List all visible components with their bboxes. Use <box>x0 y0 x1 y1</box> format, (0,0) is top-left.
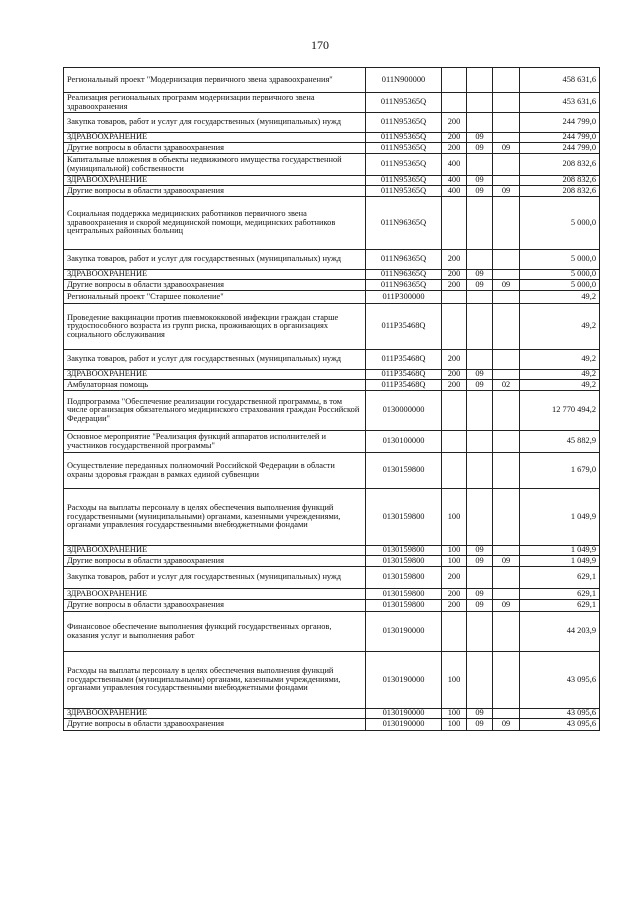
table-row <box>64 197 600 250</box>
row-amount: 5 000,0 <box>520 270 600 280</box>
table-row <box>64 546 600 556</box>
table-row <box>64 719 600 731</box>
row-code: 0130159800 <box>366 546 442 556</box>
row-subsection <box>493 250 520 270</box>
row-expense-type: 400 <box>442 154 467 176</box>
table-row <box>64 431 600 453</box>
row-subsection <box>493 270 520 280</box>
row-expense-type <box>442 612 467 652</box>
row-amount: 244 799,0 <box>520 113 600 133</box>
row-section <box>467 93 493 113</box>
table-row <box>64 350 600 370</box>
row-amount: 208 832,6 <box>520 154 600 176</box>
row-name: Закупка товаров, работ и услуг для государственных (муниципальных) нужд <box>64 567 366 589</box>
row-section: 09 <box>467 270 493 280</box>
budget-table-body <box>64 68 600 731</box>
row-name: Расходы на выплаты персоналу в целях обеспечения выполнения функций государственными (муниципальными) органами, казенными учреждениями, органами управления государственными внебюджетными фондами <box>64 489 366 546</box>
row-name: Закупка товаров, работ и услуг для государственных (муниципальных) нужд <box>64 250 366 270</box>
row-amount: 49,2 <box>520 370 600 380</box>
row-amount: 629,1 <box>520 589 600 600</box>
table-row <box>64 176 600 186</box>
table-row <box>64 154 600 176</box>
row-amount: 43 095,6 <box>520 709 600 719</box>
row-section <box>467 567 493 589</box>
row-section: 09 <box>467 370 493 380</box>
row-expense-type: 100 <box>442 719 467 731</box>
row-code: 0130190000 <box>366 719 442 731</box>
row-subsection: 09 <box>493 719 520 731</box>
row-subsection <box>493 370 520 380</box>
row-section <box>467 113 493 133</box>
row-section <box>467 391 493 431</box>
row-expense-type: 100 <box>442 709 467 719</box>
row-expense-type: 200 <box>442 380 467 391</box>
table-row <box>64 556 600 567</box>
row-expense-type: 200 <box>442 589 467 600</box>
row-name: Социальная поддержка медицинских работников первичного звена здравоохранения и скорой медицинской помощи, медицинских работников центральных районных больниц <box>64 197 366 250</box>
table-row <box>64 380 600 391</box>
row-name: ЗДРАВООХРАНЕНИЕ <box>64 709 366 719</box>
row-section <box>467 154 493 176</box>
row-subsection <box>493 652 520 709</box>
row-name: Подпрограмма "Обеспечение реализации государственной программы, в том числе организация обязательного медицинского страхования граждан Российской Федерации" <box>64 391 366 431</box>
row-name: ЗДРАВООХРАНЕНИЕ <box>64 176 366 186</box>
row-expense-type: 200 <box>442 350 467 370</box>
table-row <box>64 709 600 719</box>
row-expense-type: 200 <box>442 113 467 133</box>
row-name: ЗДРАВООХРАНЕНИЕ <box>64 370 366 380</box>
row-subsection: 02 <box>493 380 520 391</box>
row-section: 09 <box>467 556 493 567</box>
row-section <box>467 652 493 709</box>
row-expense-type: 200 <box>442 133 467 143</box>
row-name: Другие вопросы в области здравоохранения <box>64 280 366 291</box>
row-subsection <box>493 589 520 600</box>
row-code: 0130159800 <box>366 567 442 589</box>
row-subsection <box>493 431 520 453</box>
row-section <box>467 431 493 453</box>
row-amount: 629,1 <box>520 567 600 589</box>
row-name: Региональный проект "Модернизация первичного звена здравоохранения" <box>64 68 366 93</box>
row-code: 011N95365Q <box>366 113 442 133</box>
row-section: 09 <box>467 589 493 600</box>
table-row <box>64 133 600 143</box>
row-name: ЗДРАВООХРАНЕНИЕ <box>64 270 366 280</box>
row-amount: 49,2 <box>520 304 600 350</box>
table-row <box>64 453 600 489</box>
row-code: 011N95365Q <box>366 176 442 186</box>
row-expense-type: 400 <box>442 176 467 186</box>
table-row <box>64 567 600 589</box>
row-section <box>467 304 493 350</box>
table-row <box>64 589 600 600</box>
row-expense-type: 200 <box>442 567 467 589</box>
row-expense-type: 200 <box>442 143 467 154</box>
row-code: 011N95365Q <box>366 133 442 143</box>
table-row <box>64 391 600 431</box>
row-code: 011P300000 <box>366 291 442 304</box>
row-name: Другие вопросы в области здравоохранения <box>64 186 366 197</box>
row-amount: 208 832,6 <box>520 186 600 197</box>
row-code: 0130159800 <box>366 453 442 489</box>
row-section <box>467 197 493 250</box>
row-subsection <box>493 176 520 186</box>
row-code: 011P35468Q <box>366 350 442 370</box>
row-section: 09 <box>467 709 493 719</box>
row-amount: 1 049,9 <box>520 556 600 567</box>
row-code: 011N95365Q <box>366 93 442 113</box>
row-amount: 244 799,0 <box>520 133 600 143</box>
row-expense-type <box>442 453 467 489</box>
row-expense-type: 200 <box>442 280 467 291</box>
row-section: 09 <box>467 143 493 154</box>
row-code: 0130190000 <box>366 612 442 652</box>
row-amount: 5 000,0 <box>520 197 600 250</box>
row-amount: 1 049,9 <box>520 546 600 556</box>
row-name: Закупка товаров, работ и услуг для государственных (муниципальных) нужд <box>64 113 366 133</box>
row-code: 011P35468Q <box>366 370 442 380</box>
row-section <box>467 612 493 652</box>
row-code: 011N900000 <box>366 68 442 93</box>
row-expense-type <box>442 68 467 93</box>
row-code: 0130100000 <box>366 431 442 453</box>
row-name: ЗДРАВООХРАНЕНИЕ <box>64 589 366 600</box>
row-amount: 43 095,6 <box>520 652 600 709</box>
row-amount: 244 799,0 <box>520 143 600 154</box>
row-code: 0130190000 <box>366 709 442 719</box>
table-row <box>64 270 600 280</box>
row-subsection <box>493 93 520 113</box>
row-expense-type: 100 <box>442 489 467 546</box>
row-section <box>467 291 493 304</box>
row-amount: 208 832,6 <box>520 176 600 186</box>
row-amount: 43 095,6 <box>520 719 600 731</box>
table-row <box>64 600 600 612</box>
row-code: 011N96365Q <box>366 197 442 250</box>
row-section <box>467 453 493 489</box>
row-name: ЗДРАВООХРАНЕНИЕ <box>64 133 366 143</box>
table-row <box>64 612 600 652</box>
row-subsection <box>493 68 520 93</box>
row-code: 0130159800 <box>366 556 442 567</box>
row-code: 011P35468Q <box>366 380 442 391</box>
budget-table <box>63 67 600 731</box>
row-code: 0130159800 <box>366 600 442 612</box>
row-subsection: 09 <box>493 186 520 197</box>
row-subsection <box>493 154 520 176</box>
row-name: Капитальные вложения в объекты недвижимого имущества государственной (муниципальной) собственности <box>64 154 366 176</box>
row-subsection <box>493 197 520 250</box>
row-code: 011N95365Q <box>366 186 442 197</box>
table-row <box>64 93 600 113</box>
row-expense-type: 100 <box>442 556 467 567</box>
row-section: 09 <box>467 380 493 391</box>
row-expense-type: 400 <box>442 186 467 197</box>
row-subsection: 09 <box>493 556 520 567</box>
row-amount: 44 203,9 <box>520 612 600 652</box>
row-code: 0130159800 <box>366 589 442 600</box>
row-section: 09 <box>467 546 493 556</box>
row-amount: 458 631,6 <box>520 68 600 93</box>
row-expense-type: 100 <box>442 546 467 556</box>
row-amount: 45 882,9 <box>520 431 600 453</box>
table-row <box>64 143 600 154</box>
row-subsection <box>493 489 520 546</box>
table-row <box>64 280 600 291</box>
row-subsection <box>493 291 520 304</box>
row-expense-type: 200 <box>442 250 467 270</box>
table-row <box>64 489 600 546</box>
row-subsection <box>493 391 520 431</box>
row-name: Другие вопросы в области здравоохранения <box>64 600 366 612</box>
row-amount: 5 000,0 <box>520 250 600 270</box>
row-code: 011N96365Q <box>366 270 442 280</box>
row-amount: 49,2 <box>520 380 600 391</box>
row-section <box>467 68 493 93</box>
row-code: 0130000000 <box>366 391 442 431</box>
row-code: 011N96365Q <box>366 250 442 270</box>
row-code: 011N95365Q <box>366 143 442 154</box>
row-expense-type <box>442 391 467 431</box>
row-amount: 1 049,9 <box>520 489 600 546</box>
table-row <box>64 250 600 270</box>
row-name: Амбулаторная помощь <box>64 380 366 391</box>
row-amount: 1 679,0 <box>520 453 600 489</box>
table-row <box>64 652 600 709</box>
row-section <box>467 350 493 370</box>
row-subsection <box>493 350 520 370</box>
row-subsection <box>493 612 520 652</box>
row-expense-type <box>442 93 467 113</box>
row-code: 0130159800 <box>366 489 442 546</box>
row-code: 011N96365Q <box>366 280 442 291</box>
row-name: Проведение вакцинации против пневмококковой инфекции граждан старше трудоспособного возраста из групп риска, проживающих в организациях социального обслуживания <box>64 304 366 350</box>
row-name: Региональный проект "Старшее поколение" <box>64 291 366 304</box>
row-section: 09 <box>467 176 493 186</box>
table-row <box>64 370 600 380</box>
table-row <box>64 291 600 304</box>
row-section <box>467 489 493 546</box>
row-subsection <box>493 567 520 589</box>
row-subsection: 09 <box>493 280 520 291</box>
row-section: 09 <box>467 719 493 731</box>
row-name: Осуществление переданных полномочий Российской Федерации в области охраны здоровья граждан в рамках единой субвенции <box>64 453 366 489</box>
row-subsection: 09 <box>493 143 520 154</box>
row-section: 09 <box>467 600 493 612</box>
row-subsection <box>493 133 520 143</box>
row-subsection <box>493 113 520 133</box>
row-subsection: 09 <box>493 600 520 612</box>
row-subsection <box>493 304 520 350</box>
table-row <box>64 186 600 197</box>
row-code: 011N95365Q <box>366 154 442 176</box>
row-expense-type: 200 <box>442 270 467 280</box>
row-amount: 5 000,0 <box>520 280 600 291</box>
row-name: Реализация региональных программ модернизации первичного звена здравоохранения <box>64 93 366 113</box>
row-expense-type <box>442 197 467 250</box>
row-section <box>467 250 493 270</box>
row-expense-type <box>442 304 467 350</box>
row-expense-type: 100 <box>442 652 467 709</box>
page-number: 170 <box>311 38 329 52</box>
row-section: 09 <box>467 280 493 291</box>
row-name: ЗДРАВООХРАНЕНИЕ <box>64 546 366 556</box>
row-expense-type: 200 <box>442 600 467 612</box>
row-code: 011P35468Q <box>366 304 442 350</box>
row-name: Расходы на выплаты персоналу в целях обеспечения выполнения функций государственными (муниципальными) органами, казенными учреждениями, органами управления государственными внебюджетными фондами <box>64 652 366 709</box>
row-subsection <box>493 453 520 489</box>
table-row <box>64 113 600 133</box>
row-expense-type: 200 <box>442 370 467 380</box>
row-expense-type <box>442 291 467 304</box>
row-name: Основное мероприятие "Реализация функций аппаратов исполнителей и участников государственной программы" <box>64 431 366 453</box>
row-amount: 12 770 494,2 <box>520 391 600 431</box>
row-name: Другие вопросы в области здравоохранения <box>64 143 366 154</box>
row-name: Другие вопросы в области здравоохранения <box>64 719 366 731</box>
row-name: Закупка товаров, работ и услуг для государственных (муниципальных) нужд <box>64 350 366 370</box>
row-subsection <box>493 709 520 719</box>
row-subsection <box>493 546 520 556</box>
table-row <box>64 68 600 93</box>
row-amount: 49,2 <box>520 291 600 304</box>
row-code: 0130190000 <box>366 652 442 709</box>
row-name: Другие вопросы в области здравоохранения <box>64 556 366 567</box>
row-amount: 49,2 <box>520 350 600 370</box>
row-name: Финансовое обеспечение выполнения функций государственных органов, оказания услуг и выполнения работ <box>64 612 366 652</box>
table-row <box>64 304 600 350</box>
row-amount: 629,1 <box>520 600 600 612</box>
row-section: 09 <box>467 186 493 197</box>
row-section: 09 <box>467 133 493 143</box>
row-expense-type <box>442 431 467 453</box>
row-amount: 453 631,6 <box>520 93 600 113</box>
